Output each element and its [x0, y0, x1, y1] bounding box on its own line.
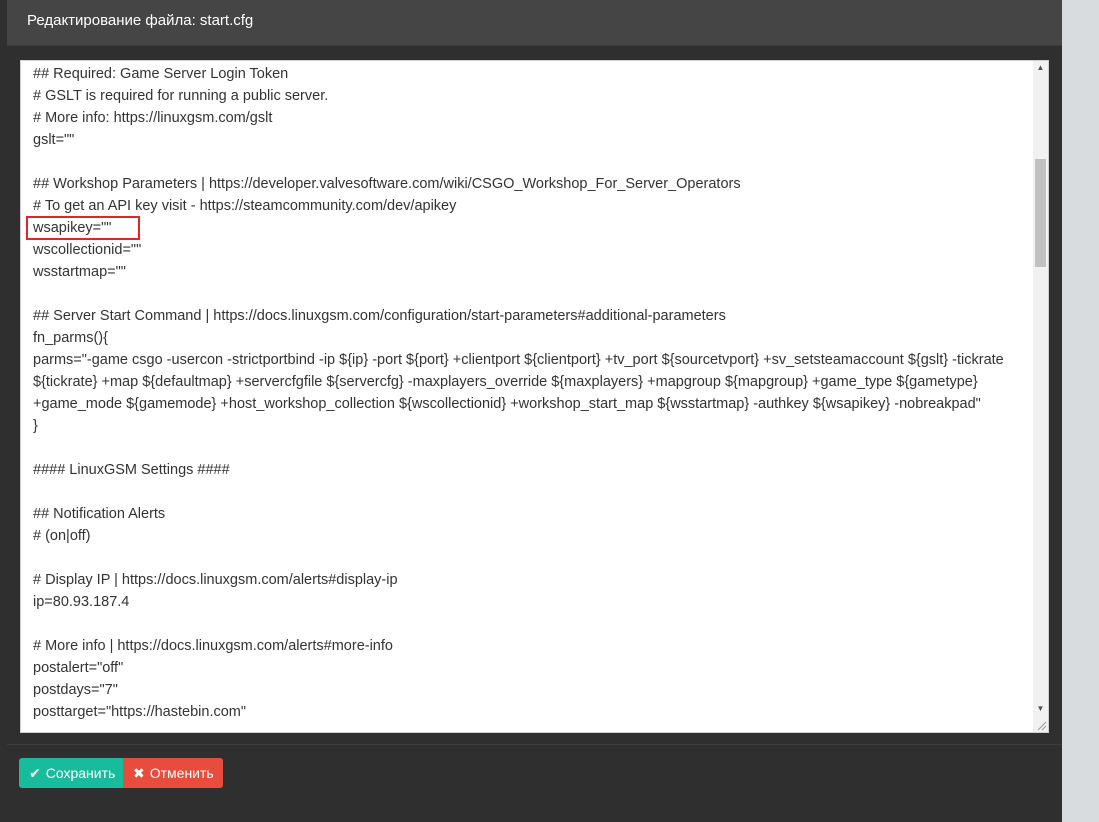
close-icon: ✖: [133, 764, 145, 781]
scroll-down-arrow-icon[interactable]: ▼: [1036, 704, 1045, 713]
editor-line: ip=80.93.187.4: [33, 594, 130, 610]
editor-line: # To get an API key visit - https://steamcommunity.com/dev/apikey: [33, 198, 457, 214]
editor-line: # More info | https://docs.linuxgsm.com/alerts#more-info: [33, 638, 393, 654]
editor-line: [33, 151, 1023, 173]
editor-scrollbar[interactable]: [1033, 61, 1048, 732]
highlight-annotation: [26, 216, 140, 240]
cancel-button[interactable]: [123, 758, 223, 788]
editor-line: parms="-game csgo -usercon -strictportbind -ip ${ip} -port ${port} +clientport ${clientport} +tv_port ${sourcetvport} +sv_setsteamaccount ${gslt} -tickrate ${tickrate} +map ${defaultmap} +servercfgfile ${servercfg} -maxplayers_override ${maxplayers} +mapgroup ${mapgroup} +game_type ${gametype} +game_mode ${gamemode} +host_workshop_collection ${wscollectionid} +workshop_start_map ${wsstartmap} -authkey ${wsapikey} -nobreakpad": [33, 352, 1008, 412]
editor-line: [33, 283, 1023, 305]
editor-line: [33, 547, 1023, 569]
resize-grip-icon[interactable]: [1035, 719, 1047, 731]
editor-line: # More info: https://linuxgsm.com/gslt: [33, 110, 273, 126]
save-button[interactable]: [19, 758, 123, 788]
editor-line: [33, 437, 1023, 459]
editor-line: # Display IP | https://docs.linuxgsm.com/alerts#display-ip: [33, 572, 398, 588]
editor-content[interactable]: [33, 63, 1023, 723]
editor-line: posttarget="https://hastebin.com": [33, 704, 247, 720]
file-editor-textarea[interactable]: [20, 60, 1049, 733]
modal-title: Редактирование файла: start.cfg: [27, 12, 254, 29]
editor-line: ## Server Start Command | https://docs.linuxgsm.com/configuration/start-parameters#additional-parameters: [33, 308, 726, 324]
modal-footer-divider: [7, 744, 1062, 745]
modal-header: [7, 0, 1062, 46]
editor-line: wsstartmap="": [33, 264, 126, 280]
scroll-thumb[interactable]: [1035, 159, 1046, 267]
editor-line: wscollectionid="": [33, 242, 142, 258]
editor-line: fn_parms(){: [33, 330, 108, 346]
editor-line: ## Workshop Parameters | https://developer.valvesoftware.com/wiki/CSGO_Workshop_For_Server_Operators: [33, 176, 741, 192]
save-button-label: Сохранить: [45, 765, 116, 781]
editor-line: ## Notification Alerts: [33, 506, 166, 522]
editor-line: postdays="7": [33, 682, 118, 698]
editor-line: [33, 613, 1023, 635]
check-icon: ✔: [29, 764, 41, 781]
editor-line: wsapikey="": [33, 220, 112, 236]
scroll-up-arrow-icon[interactable]: ▲: [1036, 63, 1045, 72]
editor-line: gslt="": [33, 132, 75, 148]
editor-line: postalert="off": [33, 660, 124, 676]
editor-line: }: [33, 418, 38, 434]
editor-line: # GSLT is required for running a public server.: [33, 88, 329, 104]
editor-line: # (on|off): [33, 528, 91, 544]
edit-file-modal: [7, 0, 1062, 822]
editor-line: ## Required: Game Server Login Token: [33, 66, 289, 82]
cancel-button-label: Отменить: [149, 765, 214, 781]
editor-line: [33, 481, 1023, 503]
editor-line: #### LinuxGSM Settings ####: [33, 462, 230, 478]
page-background: [1062, 0, 1099, 822]
